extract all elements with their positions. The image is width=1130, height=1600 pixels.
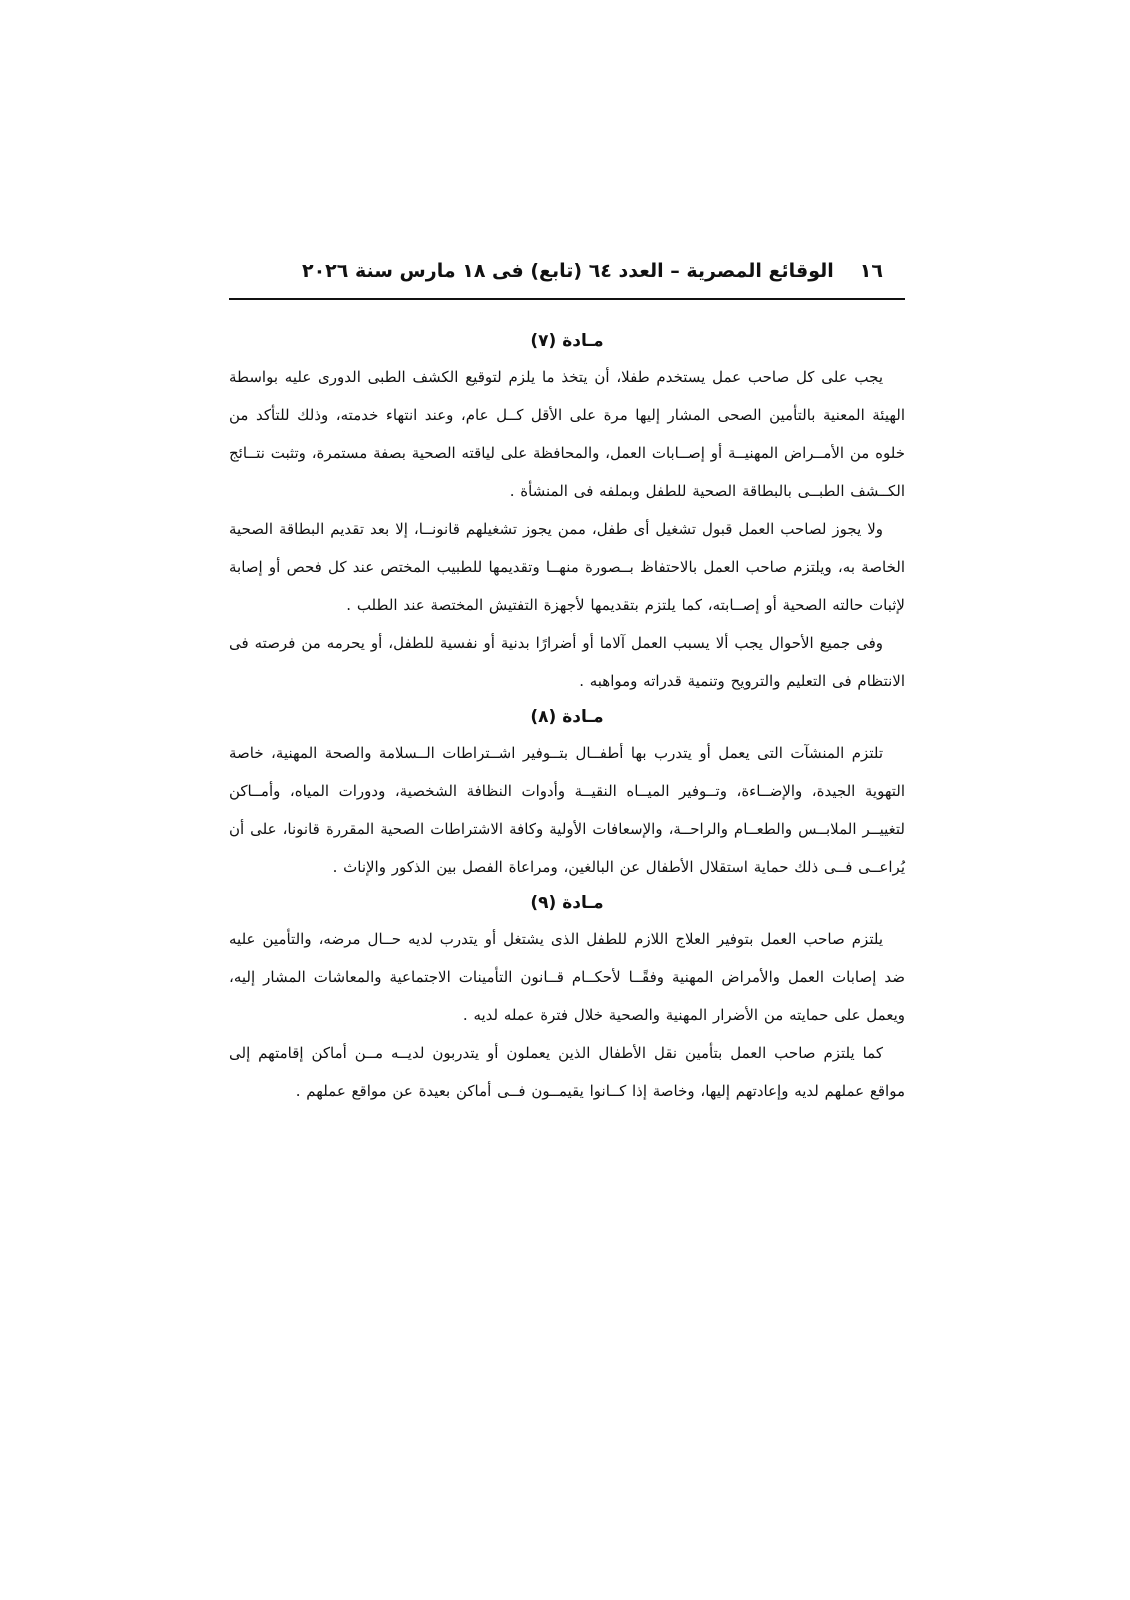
gazette-header-title: الوقائع المصرية – العدد ٦٤ (تابع) فى ١٨ مارس سنة ٢٠٢٦ <box>301 260 834 282</box>
header-rule <box>229 298 905 300</box>
article-7-paragraph-2: ولا يجوز لصاحب العمل قبول تشغيل أى طفل، ممن يجوز تشغيلهم قانونــا، إلا بعد تقديم البطاقة الصحية الخاصة به، ويلتزم صاحب العمل بالاحتفاظ بــصورة منهــا وتقديمها للطبيب المختص عند كل فحص أو إصابة لإثبات حالته الصحية أو إصــابته، كما يلتزم بتقديمها لأجهزة التفتيش المختصة عند الطلب . <box>229 520 905 614</box>
article-8-heading: مـادة (٨) <box>530 707 604 727</box>
article-8-paragraph-1: تلتزم المنشآت التى يعمل أو يتدرب بها أطفــال بتــوفير اشــتراطات الــسلامة والصحة المهنية، خاصة التهوية الجيدة، والإضــاءة، وتــوفير الميــاه النقيــة وأدوات النظافة الشخصية، ودورات المياه، وأمــاكن لتغييــر الملابــس والطعــام والراحــة، والإسعافات الأولية وكافة الاشتراطات الصحية المقررة قانونا، على أن يُراعــى فــى ذلك حماية استقلال الأطفال عن البالغين، ومراعاة الفصل بين الذكور والإناث . <box>229 744 905 876</box>
page-header <box>229 258 905 294</box>
article-7-heading: مـادة (٧) <box>530 331 604 351</box>
article-7-paragraph-1: يجب على كل صاحب عمل يستخدم طفلا، أن يتخذ ما يلزم لتوقيع الكشف الطبى الدورى عليه بواسطة الهيئة المعنية بالتأمين الصحى المشار إليها مرة على الأقل كــل عام، وعند انتهاء خدمته، وذلك للتأكد من خلوه من الأمــراض المهنيــة أو إصــابات العمل، والمحافظة على لياقته الصحية بصفة مستمرة، وتثبت نتــائج الكــشف الطبــى بالبطاقة الصحية للطفل وبملفه فى المنشأة . <box>229 368 905 500</box>
article-9-paragraph-2: كما يلتزم صاحب العمل بتأمين نقل الأطفال الذين يعملون أو يتدربون لديــه مــن أماكن إقامتهم إلى مواقع عملهم لديه وإعادتهم إليها، وخاصة إذا كــانوا يقيمــون فــى أماكن بعيدة عن مواقع عملهم . <box>229 1044 905 1100</box>
article-7-paragraph-3: وفى جميع الأحوال يجب ألا يسبب العمل آلاما أو أضرارًا بدنية أو نفسية للطفل، أو يحرمه من فرصته فى الانتظام فى التعليم والترويح وتنمية قدراته ومواهبه . <box>229 634 905 690</box>
document-page <box>229 258 905 1110</box>
article-9-paragraph-1: يلتزم صاحب العمل بتوفير العلاج اللازم للطفل الذى يشتغل أو يتدرب لديه حــال مرضه، والتأمين عليه ضد إصابات العمل والأمراض المهنية وفقًــا لأحكــام قــانون التأمينات الاجتماعية والمعاشات المشار إليه، ويعمل على حمايته من الأضرار المهنية والصحية خلال فترة عمله لديه . <box>229 930 905 1024</box>
page-number: ١٦ <box>859 260 883 282</box>
article-9-heading: مـادة (٩) <box>530 893 604 913</box>
